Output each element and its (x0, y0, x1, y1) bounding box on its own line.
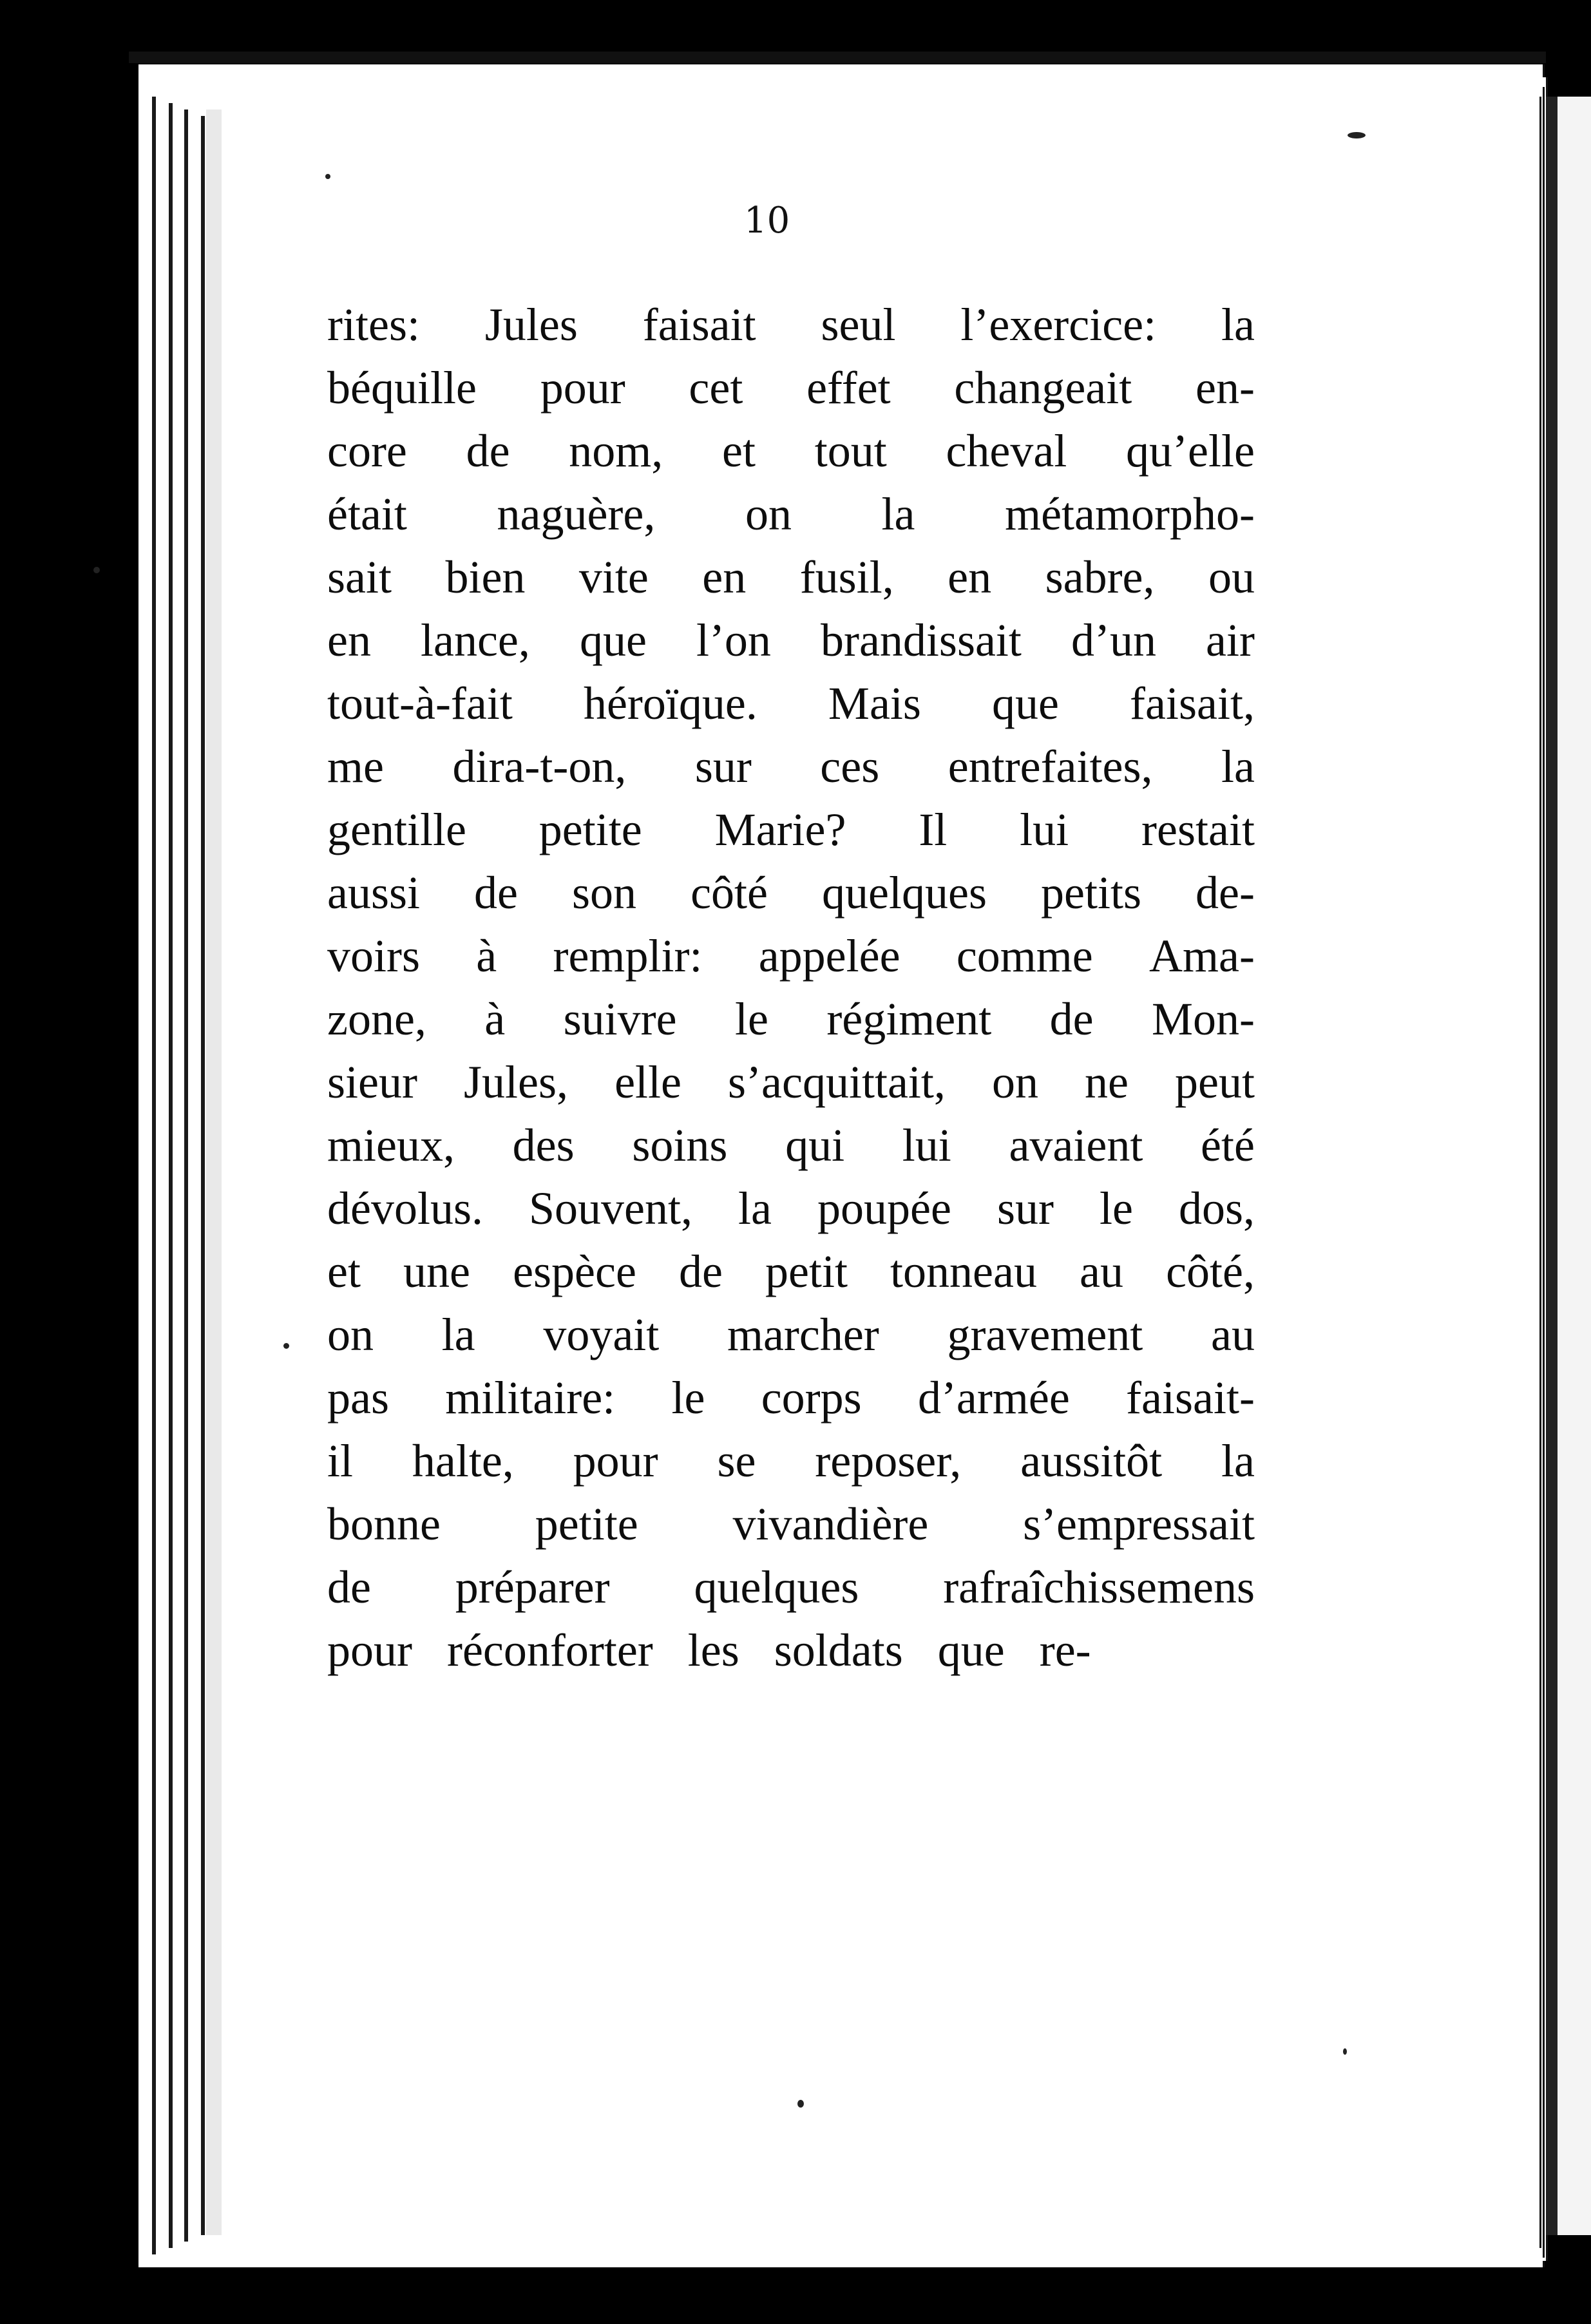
text-word: faisait- (1126, 1372, 1255, 1424)
text-word: re- (1039, 1624, 1091, 1676)
text-word: en (948, 551, 992, 603)
text-word: à (476, 930, 497, 982)
text-word: petite (538, 804, 642, 855)
text-word: la (1221, 299, 1255, 350)
text-word: la (738, 1183, 772, 1234)
text-word: cheval (946, 425, 1067, 477)
text-word: l’on (696, 614, 771, 666)
text-word: pour (540, 362, 625, 414)
text-word: dévolus. (327, 1183, 483, 1234)
text-word: de- (1196, 867, 1255, 919)
text-word: métamorpho- (1005, 488, 1255, 540)
text-word: naguère, (497, 488, 656, 540)
text-word: qui (785, 1119, 845, 1171)
text-word: effet (806, 362, 891, 414)
text-word: voyait (543, 1309, 660, 1360)
ink-speck (797, 2100, 804, 2108)
text-word: zone, (327, 993, 426, 1045)
text-word: bonne (327, 1498, 441, 1550)
text-word: ces (820, 741, 880, 792)
text-word: tonneau (890, 1246, 1037, 1297)
text-word: Marie? (714, 804, 846, 855)
text-line (327, 1619, 1255, 1682)
text-word: en (327, 614, 371, 666)
ink-speck (1343, 2048, 1347, 2055)
leaf-shadow-line (152, 97, 156, 2254)
text-word: que (579, 614, 647, 666)
text-word: Il (919, 804, 948, 855)
text-word: été (1201, 1119, 1255, 1171)
text-word: voirs (327, 930, 420, 982)
facing-page-edge (1546, 97, 1591, 2235)
text-word: la (881, 488, 915, 540)
text-word: et (722, 425, 756, 477)
text-word: qu’elle (1126, 425, 1255, 477)
text-word: Souvent, (529, 1183, 693, 1234)
text-line (327, 861, 1255, 924)
text-word: le (1099, 1183, 1133, 1234)
text-line (327, 735, 1255, 798)
text-word: son (572, 867, 637, 919)
text-word: on (327, 1309, 374, 1360)
text-word: petits (1041, 867, 1142, 919)
text-word: gentille (327, 804, 466, 855)
text-word: mieux, (327, 1119, 455, 1171)
text-word: l’exercice: (960, 299, 1157, 350)
text-word: à (484, 993, 506, 1045)
text-word: remplir: (553, 930, 703, 982)
text-word: dira-t-on, (452, 741, 627, 792)
text-word: réconforter (446, 1624, 653, 1676)
text-word: s’acquittait, (728, 1056, 946, 1108)
text-word: sait (327, 551, 392, 603)
text-word: restait (1141, 804, 1255, 855)
text-word: vite (578, 551, 649, 603)
text-word: sieur (327, 1056, 417, 1108)
text-word: la (1221, 1435, 1255, 1487)
text-line (327, 924, 1255, 987)
text-word: côté (691, 867, 768, 919)
book-top-edge (129, 52, 1546, 63)
text-word: marcher (727, 1309, 879, 1360)
text-word: lance, (421, 614, 530, 666)
ink-speck (93, 567, 100, 573)
text-line (327, 1303, 1255, 1366)
text-word: que (992, 678, 1059, 729)
text-word: bien (445, 551, 526, 603)
text-word: se (717, 1435, 756, 1487)
text-word: rites: (327, 299, 420, 350)
text-word: vivandière (732, 1498, 929, 1550)
text-line (327, 1556, 1255, 1619)
text-word: des (512, 1119, 575, 1171)
text-word: s’empressait (1023, 1498, 1255, 1550)
text-word: fusil, (799, 551, 894, 603)
text-word: rafraîchissemens (943, 1561, 1255, 1613)
text-word: reposer, (815, 1435, 962, 1487)
text-word: comme (956, 930, 1093, 982)
text-line (327, 609, 1255, 672)
text-word: tout (814, 425, 887, 477)
text-word: corps (761, 1372, 862, 1424)
text-word: lui (902, 1119, 951, 1171)
text-line (327, 482, 1255, 546)
text-word: gravement (947, 1309, 1143, 1360)
text-word: peut (1175, 1056, 1255, 1108)
text-word: soldats (774, 1624, 903, 1676)
text-word: sur (694, 741, 752, 792)
text-word: côté, (1166, 1246, 1255, 1297)
text-line (327, 1051, 1255, 1114)
text-word: la (441, 1309, 475, 1360)
text-word: préparer (455, 1561, 610, 1613)
text-word: me (327, 741, 384, 792)
text-word: aussi (327, 867, 420, 919)
text-word: pas (327, 1372, 389, 1424)
text-word: d’un (1071, 614, 1156, 666)
body-text (327, 293, 1255, 1682)
text-word: le (671, 1372, 705, 1424)
text-word: halte, (412, 1435, 514, 1487)
text-word: d’armée (917, 1372, 1070, 1424)
page-number: 10 (744, 200, 790, 242)
text-word: on (991, 1056, 1038, 1108)
text-word: en (702, 551, 747, 603)
text-word: suivre (563, 993, 677, 1045)
text-word: appelée (758, 930, 900, 982)
text-word: petit (765, 1246, 848, 1297)
text-word: brandissait (820, 614, 1022, 666)
text-word: et (327, 1246, 361, 1297)
text-word: sur (996, 1183, 1054, 1234)
text-word: pour (573, 1435, 658, 1487)
text-word: aussitôt (1020, 1435, 1163, 1487)
text-word: Mais (828, 678, 921, 729)
text-word: changeait (954, 362, 1132, 414)
text-word: ne (1085, 1056, 1129, 1108)
text-word: faisait (642, 299, 756, 350)
text-word: Mon- (1151, 993, 1255, 1045)
text-word: Jules, (464, 1056, 569, 1108)
text-word: avaient (1009, 1119, 1143, 1171)
ink-speck (325, 174, 330, 179)
text-word: Jules (484, 299, 578, 350)
ink-speck (283, 1343, 289, 1349)
text-word: les (687, 1624, 739, 1676)
text-word: pour (327, 1624, 412, 1676)
text-line (327, 1114, 1255, 1177)
text-word: soins (632, 1119, 728, 1171)
text-word: Ama- (1149, 930, 1255, 982)
text-line (327, 1492, 1255, 1556)
text-word: le (734, 993, 768, 1045)
ink-speck (1348, 132, 1366, 138)
text-line (327, 293, 1255, 356)
text-word: faisait, (1130, 678, 1255, 729)
text-word: de (1049, 993, 1094, 1045)
text-line (327, 1366, 1255, 1429)
text-line (327, 546, 1255, 609)
leaf-shadow-line (184, 110, 188, 2242)
text-word: seul (821, 299, 896, 350)
text-word: quelques (822, 867, 987, 919)
text-word: il (327, 1435, 354, 1487)
text-word: nom, (569, 425, 663, 477)
text-word: héroïque. (583, 678, 757, 729)
text-word: core (327, 425, 407, 477)
text-word: elle (614, 1056, 681, 1108)
text-word: de (327, 1561, 371, 1613)
text-word: au (1210, 1309, 1255, 1360)
leaf-shadow-line (169, 103, 173, 2248)
text-word: cet (689, 362, 743, 414)
text-word: de (466, 425, 510, 477)
leaf-shadow-line (201, 116, 205, 2235)
text-word: en- (1196, 362, 1255, 414)
text-word: régiment (826, 993, 992, 1045)
text-word: dos, (1178, 1183, 1255, 1234)
text-word: air (1206, 614, 1255, 666)
text-word: on (745, 488, 792, 540)
text-word: sabre, (1045, 551, 1155, 603)
text-word: que (937, 1624, 1005, 1676)
text-line (327, 987, 1255, 1051)
text-word: de (474, 867, 518, 919)
text-word: une (403, 1246, 470, 1297)
text-word: poupée (817, 1183, 951, 1234)
text-word: la (1221, 741, 1255, 792)
text-word: béquille (327, 362, 477, 414)
text-word: petite (535, 1498, 638, 1550)
text-line (327, 1429, 1255, 1492)
text-word: quelques (694, 1561, 859, 1613)
text-line (327, 1177, 1255, 1240)
text-line (327, 798, 1255, 861)
text-word: de (678, 1246, 723, 1297)
text-word: était (327, 488, 407, 540)
text-word: entrefaites, (948, 741, 1153, 792)
text-word: ou (1208, 551, 1255, 603)
text-line (327, 419, 1255, 482)
text-word: militaire: (445, 1372, 616, 1424)
text-word: lui (1020, 804, 1069, 855)
text-word: au (1080, 1246, 1123, 1297)
text-line (327, 1240, 1255, 1303)
text-word: tout-à-fait (327, 678, 513, 729)
text-line (327, 672, 1255, 735)
text-word: espèce (513, 1246, 636, 1297)
text-line (327, 356, 1255, 419)
